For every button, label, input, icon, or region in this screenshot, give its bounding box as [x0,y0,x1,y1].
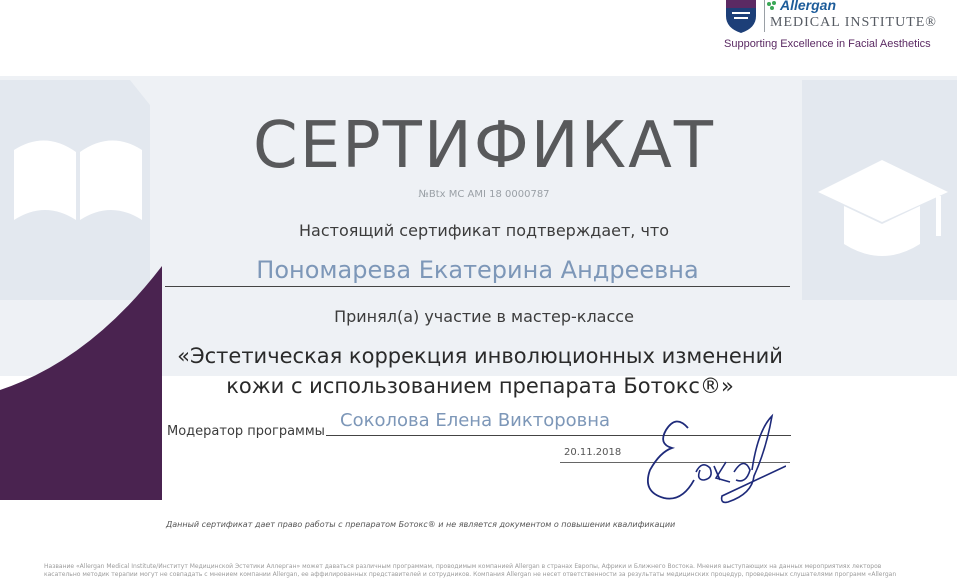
logo-tagline: Supporting Excellence in Facial Aesthetics [724,38,931,50]
course-title-line2: кожи с использованием препарата Ботокс®» [226,374,734,398]
certificate-number: №Btx MC AMI 18 0000787 [418,189,550,200]
certificate-note: Данный сертификат дает право работы с препаратом Ботокс® и не является документом о повышении квалификации [166,520,676,529]
course-title-line1: «Эстетическая коррекция инволюционных изменений [177,344,783,368]
certificate-title: СЕРТИФИКАТ [253,109,715,183]
signature-icon [636,410,786,510]
shield-icon [724,0,758,34]
allergan-logo [722,0,957,56]
moderator-label: Модератор программы [167,424,325,439]
issue-date: 20.11.2018 [564,447,622,458]
book-decoration [0,60,165,500]
logo-institute: MEDICAL INSTITUTE® [770,15,937,30]
logo-brand: Allergan [780,0,837,13]
graduation-cap-decoration [802,60,957,380]
fine-print-line2: касательно методик терапии могут не совпадать с мнением компании Allergan, ее аффилированных представителей и сотрудников. Компания Allergan не несет ответственности за результаты медицинских процедур, проведенных слушателями программ «Allergan [44,571,897,578]
participated-text: Принял(а) участие в мастер-классе [334,307,634,326]
fine-print [44,563,924,579]
confirm-text: Настоящий сертификат подтверждает, что [298,221,670,240]
fine-print-line1: Название «Allergan Medical Institute/Институт Медицинской Эстетики Аллерган» может даваться различным программам, проводимым компанией Allergan в странах Европы, Африки и Ближнего Востока. Мнения выступающих на данных мероприятиях лекторов [44,563,882,570]
course-title [150,341,810,401]
brand-dots-icon [766,0,778,12]
moderator-name: Соколова Елена Викторовна [340,410,611,431]
recipient-name: Пономарева Екатерина Андреевна [165,254,790,287]
